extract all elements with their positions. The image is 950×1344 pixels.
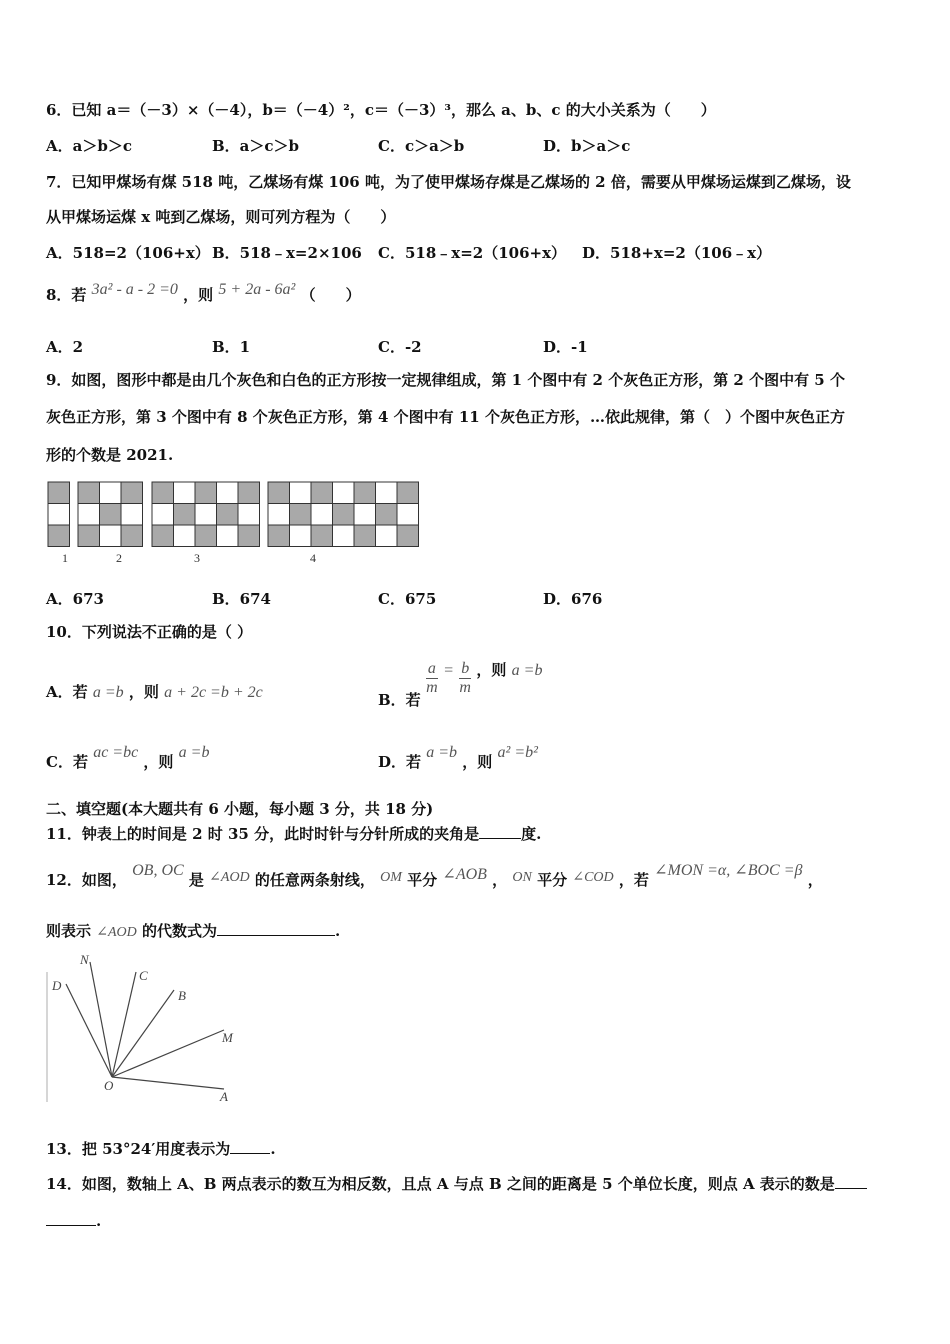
q10-d-result: a² =b²: [497, 744, 538, 761]
q9-square: [268, 525, 290, 547]
q12-text-2: 是: [188, 871, 204, 889]
q9-square: [78, 504, 100, 526]
q10-a-mid: ，则: [128, 683, 159, 701]
q6-option-c: C．c＞a＞b: [378, 137, 465, 155]
q12-line2-text-1: 则表示: [46, 922, 92, 940]
q6-option-a: A．a＞b＞c: [46, 137, 132, 155]
q9-square: [195, 525, 217, 547]
q9-square: [268, 504, 290, 526]
q9-square: [152, 482, 174, 504]
q10-b-equals: =: [443, 661, 454, 679]
q12-ray-oc: [112, 972, 136, 1077]
q9-square: [290, 482, 312, 504]
q10-c-prefix: C．若: [46, 753, 88, 771]
q12-text-1: 12．如图，: [46, 871, 127, 889]
q12-ray-od: [66, 984, 112, 1077]
q9-square: [174, 504, 196, 526]
q12-label-o: O: [104, 1078, 114, 1093]
q12-line2-math-angle-aod: ∠AOD: [96, 925, 137, 940]
q9-square: [290, 504, 312, 526]
q14-text: 14．如图，数轴上 A、B 两点表示的数互为相反数，且点 A 与点 B 之间的距离是 5 个单位长度，则点 A 表示的数是: [46, 1175, 835, 1193]
q9-square: [333, 525, 355, 547]
q9-stem-line2: 灰色正方形，第 3 个图中有 8 个灰色正方形，第 4 个图中有 11 个灰色正方形，…依此规律，第（ ）个图中灰色正方: [46, 408, 845, 426]
q12-ray-on: [90, 962, 112, 1077]
q9-square: [174, 525, 196, 547]
q14-stem-line2: [46, 1211, 101, 1231]
q9-square: [354, 504, 376, 526]
q12-angle-figure: [44, 952, 254, 1107]
q13-answer-blank[interactable]: [230, 1139, 270, 1154]
q8-prefix: 8．若: [46, 286, 87, 304]
q10-b-numerator-2: b: [461, 660, 470, 677]
q6-option-b: B．a＞c＞b: [212, 137, 300, 155]
q12-label-b: B: [178, 988, 186, 1003]
q10-d-condition: a =b: [426, 744, 458, 761]
q9-square: [217, 525, 239, 547]
q9-stem-line1: 9．如图，图形中都是由几个灰色和白色的正方形按一定规律组成，第 1 个图中有 2 个灰色正方形，第 2 个图中有 5 个: [46, 371, 845, 389]
q8-stem: [46, 281, 361, 306]
q8-option-c: C．-2: [378, 338, 422, 356]
q14-answer-blank-part2[interactable]: [46, 1211, 96, 1226]
q10-c-result: a =b: [178, 744, 210, 761]
q9-square: [376, 525, 398, 547]
q8-expression: 5 + 2a ‑ 6a²: [218, 281, 296, 298]
q9-square: [311, 482, 333, 504]
q11-text: 11．钟表上的时间是 2 时 35 分，此时时针与分针所成的夹角是: [46, 825, 480, 843]
q8-condition: 3a² ‑ a ‑ 2 =0: [91, 281, 178, 298]
q9-square: [268, 482, 290, 504]
q10-a-prefix: A．若: [46, 683, 88, 701]
q12-label-d: D: [52, 978, 62, 993]
q7-option-c: C．518﹣x=2（106+x）: [378, 244, 567, 262]
q9-square: [121, 482, 143, 504]
q9-square: [174, 482, 196, 504]
q9-figure-label-3: 3: [194, 551, 200, 565]
q9-square: [100, 525, 122, 547]
q9-square: [333, 504, 355, 526]
q10-d-prefix: D．若: [378, 753, 422, 771]
q9-option-c: C．675: [378, 590, 437, 608]
q8-mid: ，则: [183, 286, 214, 304]
q9-square: [354, 482, 376, 504]
q10-c-condition: ac =bc: [93, 744, 139, 761]
q9-figure-label-1: 1: [62, 551, 68, 565]
q9-square: [217, 482, 239, 504]
q12-ray-oa: [112, 1077, 224, 1089]
q9-option-b: B．674: [212, 590, 271, 608]
q9-square: [48, 525, 70, 547]
q10-option-d: [378, 744, 538, 773]
q10-b-fraction-1: [426, 660, 438, 697]
q12-line2-tail: .: [335, 922, 341, 940]
q9-square: [238, 482, 260, 504]
q9-square: [397, 482, 419, 504]
q7-stem-line2: 从甲煤场运煤 x 吨到乙煤场，则可列方程为（ ）: [46, 208, 396, 226]
q10-a-result: a + 2c =b + 2c: [164, 684, 263, 701]
q12-text-6: 平分: [537, 871, 568, 889]
q12-stem-line1: [46, 862, 823, 892]
q9-square: [195, 504, 217, 526]
q10-d-mid: ，则: [462, 753, 493, 771]
q12-math-on: ON: [512, 870, 532, 885]
q11-stem: [46, 824, 541, 844]
q9-square: [311, 525, 333, 547]
q9-square: [100, 504, 122, 526]
q7-option-a: A．518=2（106+x）: [46, 244, 210, 262]
q9-stem-line3: 形的个数是 2021.: [46, 446, 174, 464]
q10-c-mid: ，则: [143, 753, 174, 771]
q10-a-condition: a =b: [92, 684, 124, 701]
q9-square: [333, 482, 355, 504]
q6-stem: 6．已知 a＝（－3）×（－4），b＝（－4）²，c＝（－3）³，那么 a、b、c 的大小关系为（ ）: [46, 101, 716, 119]
q9-square: [121, 504, 143, 526]
q9-figure-label-4: 4: [310, 551, 316, 565]
q13-stem: [46, 1139, 276, 1159]
q12-math-condition: ∠MON =α, ∠BOC =β: [654, 862, 803, 879]
q10-b-numerator-1: a: [427, 660, 436, 677]
q9-square: [376, 504, 398, 526]
q13-text: 13．把 53°24′用度表示为: [46, 1140, 231, 1158]
q9-square: [376, 482, 398, 504]
q11-tail: 度.: [521, 825, 542, 843]
q9-square: [217, 504, 239, 526]
q12-math-angle-aob: ∠AOB: [442, 866, 487, 883]
q9-square: [152, 525, 174, 547]
q9-square: [238, 504, 260, 526]
q12-label-m: M: [222, 1030, 233, 1045]
q10-option-b: [378, 660, 542, 720]
q11-answer-blank[interactable]: [479, 824, 521, 839]
q7-option-b: B．518﹣x=2×106: [212, 244, 362, 262]
q8-option-b: B．1: [212, 338, 251, 356]
q12-math-rays: OB, OC: [132, 862, 184, 879]
q12-math-angle-cod: ∠COD: [572, 870, 614, 885]
q12-text-8: ，: [807, 871, 823, 889]
section-2-heading: 二、填空题(本大题共有 6 小题，每小题 3 分，共 18 分): [46, 800, 434, 818]
q12-math-angle-aod: ∠AOD: [209, 870, 250, 885]
q7-option-d: D．518+x=2（106﹣x）: [582, 244, 772, 262]
q8-option-d: D．-1: [543, 338, 588, 356]
q7-stem-line1: 7．已知甲煤场有煤 518 吨，乙煤场有煤 106 吨，为了使甲煤场存煤是乙煤场的 2 倍，需要从甲煤场运煤到乙煤场，设: [46, 173, 851, 191]
q10-option-c: [46, 744, 210, 773]
q10-b-prefix: B．若: [378, 690, 421, 709]
q6-option-d: D．b＞a＞c: [543, 137, 631, 155]
q12-label-a: A: [220, 1089, 228, 1104]
q14-answer-blank-part1[interactable]: [835, 1174, 867, 1189]
q12-line2-text-2: 的代数式为: [142, 922, 218, 940]
q14-stem-line1: [46, 1174, 867, 1194]
q9-square: [100, 482, 122, 504]
q12-label-n: N: [80, 952, 89, 967]
q10-b-fraction-2: [459, 660, 471, 697]
q10-b-mid: ，则: [476, 660, 507, 679]
q10-stem: 10．下列说法不正确的是（ ）: [46, 623, 253, 641]
q8-option-a: A．2: [46, 338, 84, 356]
q9-option-a: A．673: [46, 590, 104, 608]
q9-square: [121, 525, 143, 547]
q9-square: [78, 482, 100, 504]
q9-square: [397, 504, 419, 526]
q9-square: [48, 504, 70, 526]
q13-tail: .: [270, 1140, 276, 1158]
q12-math-om: OM: [380, 870, 402, 885]
q12-text-5: ，: [492, 871, 508, 889]
q9-square: [195, 482, 217, 504]
q9-square: [397, 525, 419, 547]
q12-stem-line2: [46, 921, 340, 943]
q9-pattern-figure: [44, 478, 454, 568]
q12-text-4: 平分: [407, 871, 438, 889]
q9-square: [238, 525, 260, 547]
q9-square: [354, 525, 376, 547]
q9-square: [311, 504, 333, 526]
q12-text-3: 的任意两条射线，: [254, 871, 375, 889]
q10-b-result: a =b: [511, 661, 543, 679]
q9-option-d: D．676: [543, 590, 603, 608]
q12-label-c: C: [139, 968, 148, 983]
q9-figure-label-2: 2: [116, 551, 122, 565]
q9-square: [48, 482, 70, 504]
q9-square: [290, 525, 312, 547]
q10-option-a: [46, 682, 263, 703]
q12-text-7: ，若: [618, 871, 649, 889]
q12-answer-blank[interactable]: [217, 921, 335, 936]
q10-b-denominator-1: m: [426, 679, 438, 696]
q10-b-denominator-2: m: [459, 679, 471, 696]
q9-square: [152, 504, 174, 526]
q9-square: [78, 525, 100, 547]
q8-tail: （ ）: [300, 286, 361, 304]
q14-tail: .: [96, 1212, 102, 1230]
